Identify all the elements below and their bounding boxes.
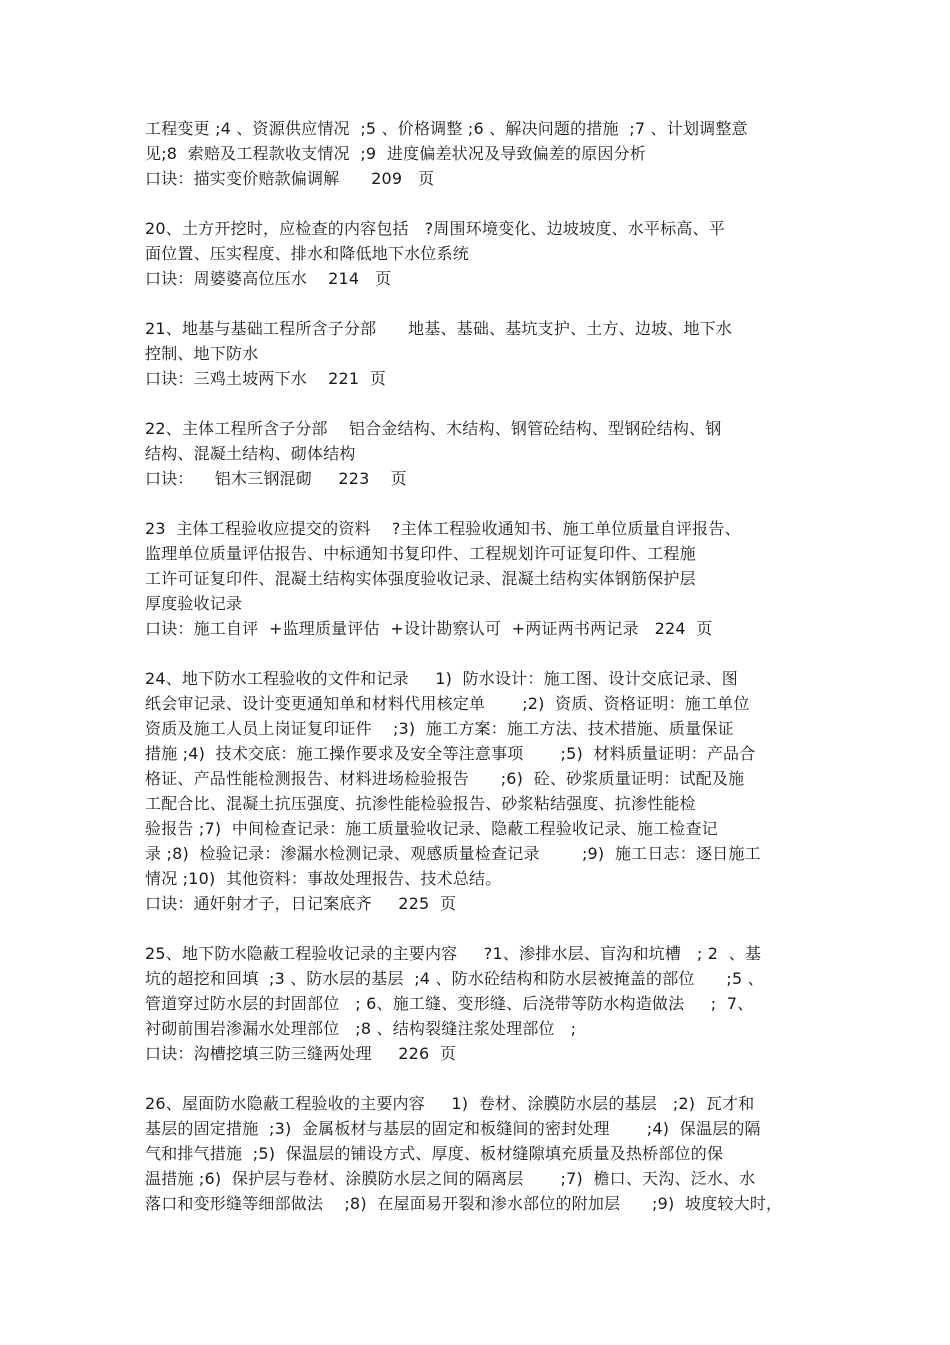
paragraph-line: 温措施 ;6) 保护层与卷材、涂膜防水层之间的隔离层 ;7) 檐口、天沟、泛水、水 (145, 1169, 756, 1188)
paragraph-line: 22、主体工程所含子分部 铝合金结构、木结构、钢管砼结构、型钢砼结构、钢 (145, 419, 722, 438)
paragraph-line: 录 ;8) 检验记录：渗漏水检测记录、观感质量检查记录 ;9) 施工日志：逐日施工 (145, 844, 761, 863)
paragraph-line: 工配合比、混凝土抗压强度、抗渗性能检验报告、砂浆粘结强度、抗渗性能检 (145, 794, 696, 813)
paragraph-line: 基层的固定措施 ;3) 金属板材与基层的固定和板缝间的密封处理 ;4) 保温层的隔 (145, 1119, 761, 1138)
paragraph-line: 衬砌前围岩渗漏水处理部位 ;8 、结构裂缝注浆处理部位 ; (145, 1019, 577, 1038)
paragraph-line: 资质及施工人员上岗证复印证件 ;3) 施工方案：施工方法、技术措施、质量保证 (145, 719, 734, 738)
paragraph-line: 23 主体工程验收应提交的资料 ?主体工程验收通知书、施工单位质量自评报告、 (145, 519, 741, 538)
paragraph-line: 结构、混凝土结构、砌体结构 (145, 444, 356, 463)
paragraph-line: 工许可证复印件、混凝土结构实体强度验收记录、混凝土结构实体钢筋保护层 (145, 569, 696, 588)
paragraph-line: 25、地下防水隐蔽工程验收记录的主要内容 ?1、渗排水层、盲沟和坑槽 ; 2 、基 (145, 944, 762, 963)
paragraph-line: 情况 ;10) 其他资料：事故处理报告、技术总结。 (145, 869, 502, 888)
mnemonic-line: 口诀：沟槽挖填三防三缝两处理 226 页 (145, 1044, 457, 1063)
paragraph-line: 落口和变形缝等细部做法 ;8) 在屋面易开裂和渗水部位的附加层 ;9) 坡度较大时， (145, 1194, 783, 1213)
paragraph-line: 26、屋面防水隐蔽工程验收的主要内容 1) 卷材、涂膜防水层的基层 ;2) 瓦才和 (145, 1094, 755, 1113)
paragraph-line: 24、地下防水工程验收的文件和记录 1) 防水设计：施工图、设计交底记录、图 (145, 669, 738, 688)
mnemonic-line: 口诀：周婆婆高位压水 214 页 (145, 269, 392, 288)
paragraph-line: 见;8 索赔及工程款收支情况 ;9 进度偏差状况及导致偏差的原因分析 (145, 144, 647, 163)
paragraph-line: 工程变更 ;4 、资源供应情况 ;5 、价格调整 ;6 、解决问题的措施 ;7 、计划调整意 (145, 119, 748, 138)
paragraph-line: 纸会审记录、设计变更通知单和材料代用核定单 ;2) 资质、资格证明：施工单位 (145, 694, 750, 713)
paragraph-line: 厚度验收记录 (145, 594, 243, 613)
paragraph-line: 措施 ;4) 技术交底：施工操作要求及安全等注意事项 ;5) 材料质量证明：产品合 (145, 744, 756, 763)
paragraph-line: 面位置、压实程度、排水和降低地下水位系统 (145, 244, 470, 263)
paragraph-line: 气和排气措施 ;5) 保温层的铺设方式、厚度、板材缝隙填充质量及热桥部位的保 (145, 1144, 724, 1163)
paragraph-line: 20、土方开挖时，应检查的内容包括 ?周围环境变化、边坡坡度、水平标高、平 (145, 219, 725, 238)
mnemonic-line: 口诀：三鸡土坡两下水 221 页 (145, 369, 387, 388)
paragraph-line: 监理单位质量评估报告、中标通知书复印件、工程规划许可证复印件、工程施 (145, 544, 696, 563)
paragraph-line: 坑的超挖和回填 ;3 、防水层的基层 ;4 、防水砼结构和防水层被掩盖的部位 ;5 、 (145, 969, 764, 988)
paragraph-line: 管道穿过防水层的封固部位 ; 6、施工缝、变形缝、后浇带等防水构造做法 ; 7、 (145, 994, 754, 1013)
paragraph-line: 控制、地下防水 (145, 344, 259, 363)
mnemonic-line: 口诀： 铝木三钢混砌 223 页 (145, 469, 407, 488)
paragraph-line: 21、地基与基础工程所含子分部 地基、基础、基坑支护、土方、边坡、地下水 (145, 319, 733, 338)
mnemonic-line: 口诀：施工自评 +监理质量评估 +设计勘察认可 +两证两书两记录 224 页 (145, 619, 713, 638)
paragraph-line: 格证、产品性能检测报告、材料进场检验报告 ;6) 砼、砂浆质量证明：试配及施 (145, 769, 745, 788)
mnemonic-line: 口诀：通奸射才子，日记案底齐 225 页 (145, 894, 457, 913)
paragraph-line: 验报告 ;7) 中间检查记录：施工质量验收记录、隐蔽工程验收记录、施工检查记 (145, 819, 718, 838)
mnemonic-line: 口诀：描实变价赔款偏调解 209 页 (145, 169, 435, 188)
